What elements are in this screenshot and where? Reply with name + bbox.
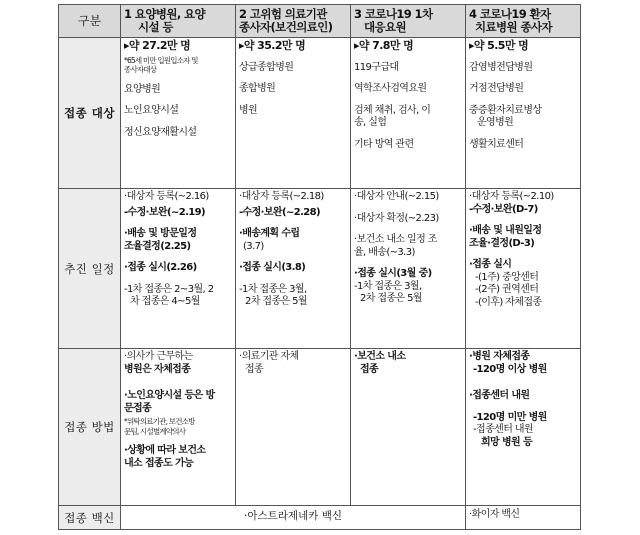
header-group-1: 1 요양병원, 요양 시설 등 (121, 5, 236, 38)
header-group-3: 3 코로나19 1차 대응요원 (351, 5, 466, 38)
target-group-4: ▸약 5.5만 명 감염병전담병원 거점전담병원 중증환자치료병상 운영병원 생활치료센터 (466, 38, 581, 189)
header-gubun: 구분 (59, 5, 121, 38)
row-target (59, 38, 581, 189)
row-label-vaccine: 접종 백신 (59, 506, 121, 530)
method-group-4: ·병원 자체접종 -120명 이상 병원 ·접종센터 내원 -120명 미만 병원 -접종센터 내원 희망 병원 등 (466, 349, 581, 506)
header-group-4: 4 코로나19 환자 치료병원 종사자 (466, 5, 581, 38)
vaccine-astrazeneca: ·아스트라제네카 백신 (121, 506, 466, 530)
target-group-1: ▸약 27.2만 명 *65세 미만 입원입소자 및 종사자대상 요양병원 노인요양시설 정신요양재활시설 (121, 38, 236, 189)
method-group-3: ·보건소 내소 접종 (351, 349, 466, 506)
method-group-2: ·의료기관 자체 접종 (236, 349, 351, 506)
row-schedule (59, 189, 581, 349)
vaccine-pfizer: ·화이자 백신 (466, 506, 581, 530)
row-label-target: 접종 대상 (59, 38, 121, 189)
row-method (59, 349, 581, 506)
schedule-group-1: ·대상자 등록(~2.16) -수정·보완(~2.19) ·배송 및 방문일정 조율결정(2.25) ·접종 실시(2.26) -1차 접종은 2~3월, 2 차 접종은 4~5월 (121, 189, 236, 349)
vaccination-plan-table (58, 4, 581, 530)
method-group-1: ·의사가 근무하는 병원은 자체접종 ·노인요양시설 등은 방 문접종 *위탁의료기관, 보건소방 문팀, 시설별계약의사 ·상황에 따라 보건소 내소 접종도 가능 (121, 349, 236, 506)
schedule-group-2: ·대상자 등록(~2.18) -수정·보완(~2.28) ·배송계획 수립 (3.7) ·접종 실시(3.8) -1차 접종은 3월, 2차 접종은 5월 (236, 189, 351, 349)
row-label-method: 접종 방법 (59, 349, 121, 506)
row-vaccine (59, 506, 581, 530)
row-label-schedule: 추진 일정 (59, 189, 121, 349)
target-group-3: ▸약 7.8만 명 119구급대 역학조사검역요원 검체 채취, 검사, 이 송, 실험 기타 방역 관련 (351, 38, 466, 189)
target-group-2: ▸약 35.2만 명 상급종합병원 종합병원 병원 (236, 38, 351, 189)
header-row (59, 5, 581, 38)
schedule-group-4: ·대상자 등록(~2.10) -수정·보완(D-7) ·배송 및 내원일정 조율·결정(D-3) ·접종 실시 -(1주) 중앙센터 -(2주) 권역센터 -(이후) 자체접종 (466, 189, 581, 349)
header-group-2: 2 고위험 의료기관 종사자(보건의료인) (236, 5, 351, 38)
schedule-group-3: ·대상자 안내(~2.15) ·대상자 확정(~2.23) ·보건소 내소 일정 조 율, 배송(~3.3) ·접종 실시(3월 중) -1차 접종은 3월, 2차 접종은 5월 (351, 189, 466, 349)
